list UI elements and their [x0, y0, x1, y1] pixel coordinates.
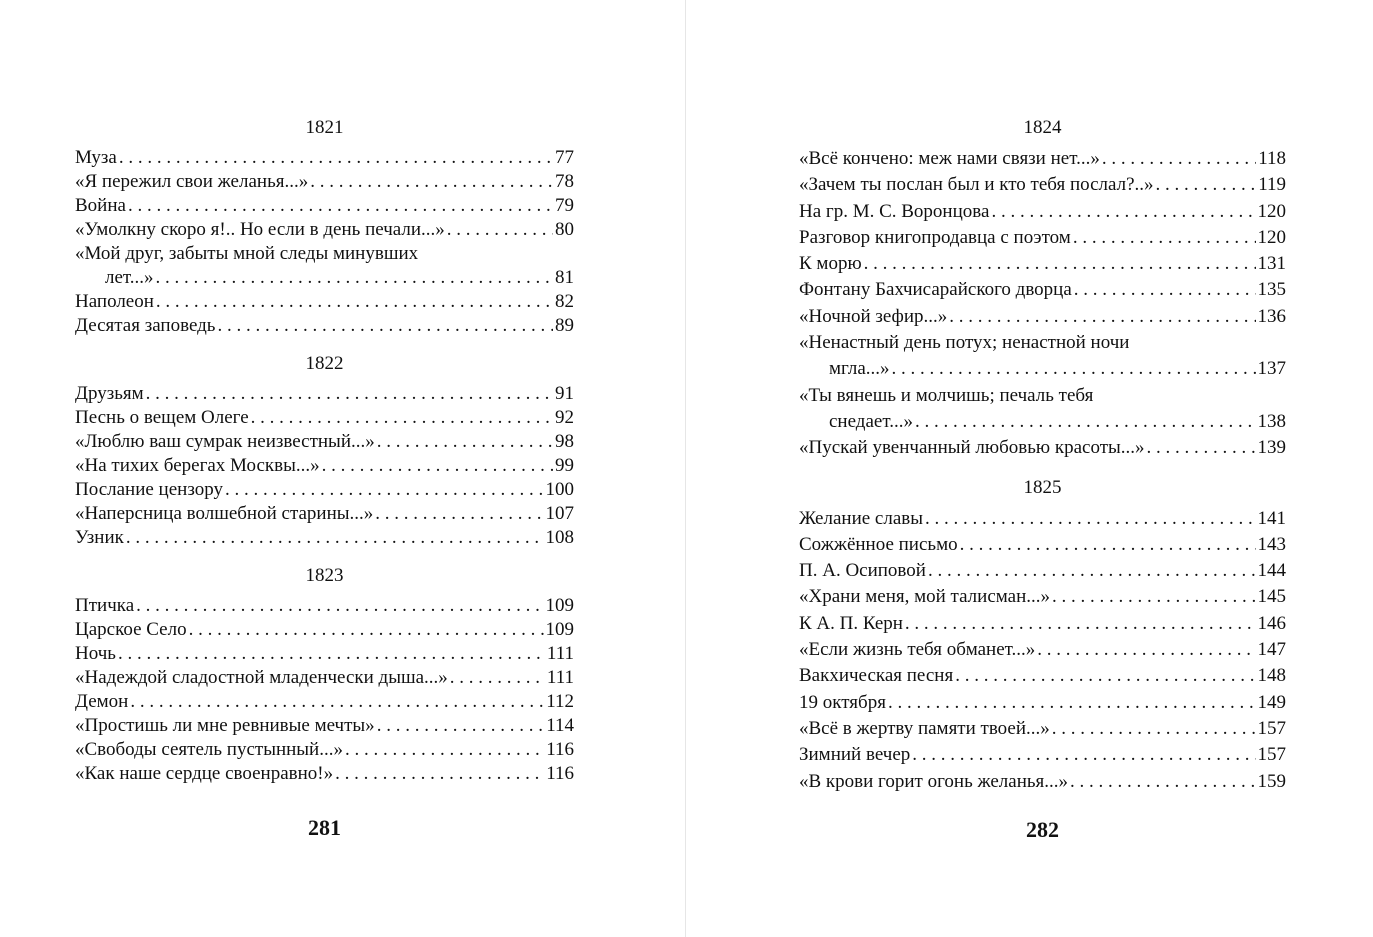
entry-page: 100 [545, 479, 574, 500]
entry-title: «Зачем ты послан был и кто тебя послал?..» [799, 174, 1154, 196]
entry-page: 79 [555, 195, 574, 216]
entry-page: 108 [545, 527, 574, 548]
dot-leader [955, 663, 1255, 689]
left-page [0, 0, 685, 937]
toc-entry [75, 666, 574, 690]
dot-leader [128, 194, 553, 218]
entry-title: «Я пережил свои желанья...» [75, 171, 309, 192]
toc-entry [799, 637, 1286, 663]
entry-page: 120 [1257, 226, 1286, 248]
entry-page: 98 [555, 431, 574, 452]
entry-page: 81 [555, 267, 574, 288]
dot-leader [375, 502, 543, 526]
toc-entry [75, 642, 574, 666]
toc-entry [75, 690, 574, 714]
left-page-number: 281 [308, 815, 341, 840]
entry-page: 111 [546, 667, 574, 688]
entry-title: Десятая заповедь [75, 315, 216, 336]
entry-page: 116 [546, 739, 574, 760]
entry-title: Птичка [75, 595, 135, 616]
toc-entry [75, 478, 574, 502]
entry-page: 149 [1257, 691, 1286, 713]
section-year: 1824 [1023, 117, 1062, 138]
entry-page: 148 [1257, 665, 1286, 687]
entry-page: 159 [1257, 770, 1286, 792]
entry-page: 107 [545, 503, 574, 524]
toc-entry [75, 170, 574, 194]
toc-entry [799, 225, 1286, 251]
entry-page: 78 [555, 171, 574, 192]
entry-title: Послание цензору [75, 479, 223, 500]
toc-entry [75, 594, 574, 618]
toc-entry [799, 558, 1286, 584]
toc-entry [799, 690, 1286, 716]
toc-entry [75, 430, 574, 454]
toc-entry [799, 277, 1286, 303]
entry-page: 145 [1257, 586, 1286, 608]
entry-continuation-line [799, 409, 1286, 435]
dot-leader [991, 199, 1255, 225]
section-year: 1825 [1023, 476, 1062, 498]
toc-entry [75, 454, 574, 478]
entry-continuation-line [75, 266, 574, 290]
entry-title: На гр. М. С. Воронцова [799, 200, 990, 222]
entry-title: «Наперсница волшебной старины...» [75, 503, 374, 524]
entry-title: Демон [75, 691, 129, 712]
toc-entry [75, 242, 574, 290]
toc-entry [75, 738, 574, 762]
dot-leader [130, 690, 544, 714]
left-toc [75, 117, 574, 786]
toc-entries [799, 506, 1286, 795]
entry-title: «Свободы сеятель пустынный...» [75, 739, 343, 760]
entry-title: Ночь [75, 643, 116, 664]
dot-leader [912, 742, 1255, 768]
entry-title: Зимний вечер [799, 744, 911, 766]
entry-page: 131 [1257, 253, 1286, 275]
dot-leader [1073, 225, 1256, 251]
entry-title: «Ненастный день потух; ненастной ночи [799, 332, 1130, 354]
dot-leader [251, 406, 553, 430]
dot-leader [888, 690, 1256, 716]
entry-page: 109 [545, 619, 574, 640]
toc-entry [75, 382, 574, 406]
dot-leader [949, 304, 1255, 330]
dot-leader [1102, 146, 1256, 172]
dot-leader [217, 314, 553, 338]
entry-title: «На тихих берегах Москвы...» [75, 455, 320, 476]
dot-leader [1052, 716, 1256, 742]
toc-entry [799, 251, 1286, 277]
entry-title: Песнь о вещем Олеге [75, 407, 249, 428]
dot-leader [905, 611, 1256, 637]
toc-entry [799, 199, 1286, 225]
toc-section [75, 565, 574, 786]
entry-page: 138 [1257, 410, 1286, 432]
dot-leader [1052, 584, 1255, 610]
entry-page: 91 [555, 383, 574, 404]
dot-leader [1147, 435, 1256, 461]
entry-title: «Надеждой сладостной младенчески дыша...» [75, 667, 448, 688]
entry-title: «Ночной зефир...» [799, 305, 948, 327]
entry-page: 141 [1257, 507, 1286, 529]
entry-page: 157 [1257, 744, 1286, 766]
dot-leader [928, 558, 1256, 584]
entry-title: «В крови горит огонь желанья...» [799, 770, 1069, 792]
entry-page: 99 [555, 455, 574, 476]
entry-title: Узник [75, 527, 124, 548]
dot-leader [156, 266, 553, 290]
toc-section [75, 353, 574, 550]
dot-leader [915, 409, 1256, 435]
toc-entry [799, 742, 1286, 768]
section-year: 1822 [305, 353, 344, 374]
toc-entry [799, 769, 1286, 795]
dot-leader [126, 526, 544, 550]
dot-leader [925, 506, 1255, 532]
entry-page: 146 [1257, 612, 1286, 634]
entry-title: «Всё кончено: меж нами связи нет...» [799, 148, 1100, 169]
toc-entry [799, 584, 1286, 610]
dot-leader [118, 642, 545, 666]
dot-leader [310, 170, 553, 194]
entry-title: «Как наше сердце своенравно!» [75, 763, 334, 784]
entry-page: 114 [546, 715, 574, 736]
entry-page: 119 [1258, 174, 1286, 196]
entry-page: 136 [1257, 305, 1286, 327]
dot-leader [377, 430, 553, 454]
toc-entries [799, 146, 1286, 462]
entry-page: 144 [1257, 560, 1286, 582]
entry-page: 80 [555, 219, 574, 240]
section-year: 1821 [305, 117, 344, 138]
dot-leader [960, 532, 1256, 558]
toc-entry [799, 383, 1286, 436]
toc-entry [75, 194, 574, 218]
entry-title: «Простишь ли мне ревнивые мечты» [75, 715, 375, 736]
dot-leader [447, 218, 553, 242]
toc-entry [799, 172, 1286, 198]
entry-page: 92 [555, 407, 574, 428]
entry-page: 120 [1257, 200, 1286, 222]
dot-leader [189, 618, 544, 642]
entry-page: 157 [1257, 717, 1286, 739]
entry-title: Муза [75, 147, 117, 168]
entry-page: 116 [546, 763, 574, 784]
entry-title: Сожжённое письмо [799, 533, 958, 555]
dot-leader [345, 738, 544, 762]
dot-leader [322, 454, 553, 478]
toc-section [799, 117, 1286, 462]
entry-title: К морю [799, 253, 862, 275]
dot-leader [119, 146, 553, 170]
entry-title: «Умолкну скоро я!.. Но если в день печали...» [75, 219, 445, 240]
toc-entry [799, 304, 1286, 330]
entry-title: Вакхическая песня [799, 665, 954, 687]
toc-entry [75, 526, 574, 550]
entry-title-continued: лет...» [105, 267, 154, 288]
entry-title: «Мой друг, забыты мной следы минувших [75, 243, 419, 264]
entry-page: 139 [1257, 437, 1286, 459]
dot-leader [1074, 277, 1256, 303]
right-page-number: 282 [1026, 817, 1059, 842]
dot-leader [1156, 172, 1257, 198]
toc-entries [75, 382, 574, 550]
toc-entry [75, 762, 574, 786]
toc-entry [799, 330, 1286, 383]
entry-page: 111 [546, 643, 574, 664]
toc-entry [799, 532, 1286, 558]
toc-entry [75, 502, 574, 526]
entry-title: «Люблю ваш сумрак неизвестный...» [75, 431, 375, 452]
toc-entry [799, 716, 1286, 742]
entry-title-continued: мгла...» [829, 358, 890, 380]
dot-leader [892, 356, 1256, 382]
entry-title: Друзьям [75, 383, 144, 404]
entry-continuation-line [799, 356, 1286, 382]
entry-title: Наполеон [75, 291, 154, 312]
dot-leader [156, 290, 553, 314]
entry-title: Разговор книгопродавца с поэтом [799, 226, 1071, 248]
toc-entry [75, 146, 574, 170]
entry-page: 143 [1257, 533, 1286, 555]
entry-page: 118 [1258, 148, 1286, 169]
toc-entry [799, 435, 1286, 461]
toc-entry [799, 146, 1286, 172]
entry-page: 77 [555, 147, 574, 168]
dot-leader [335, 762, 544, 786]
entry-title: Царское Село [75, 619, 187, 640]
dot-leader [136, 594, 543, 618]
toc-entry [75, 618, 574, 642]
toc-entries [75, 146, 574, 338]
toc-entry [75, 290, 574, 314]
dot-leader [377, 714, 545, 738]
right-toc [799, 117, 1286, 795]
dot-leader [1070, 769, 1255, 795]
dot-leader [864, 251, 1256, 277]
entry-title: «Если жизнь тебя обманет...» [799, 639, 1036, 661]
dot-leader [146, 382, 553, 406]
entry-page: 137 [1257, 358, 1286, 380]
toc-entry [799, 611, 1286, 637]
entry-title: К А. П. Керн [799, 612, 903, 634]
toc-entry [75, 314, 574, 338]
toc-section [75, 117, 574, 338]
entry-title: Фонтану Бахчисарайского дворца [799, 279, 1072, 301]
toc-entry [799, 506, 1286, 532]
toc-entries [75, 594, 574, 786]
entry-title: П. А. Осиповой [799, 560, 926, 582]
toc-entry [75, 406, 574, 430]
entry-page: 135 [1257, 279, 1286, 301]
entry-title: «Ты вянешь и молчишь; печаль тебя [799, 384, 1094, 406]
toc-section [799, 477, 1286, 795]
entry-page: 112 [546, 691, 574, 712]
section-year: 1823 [305, 565, 344, 586]
entry-page: 89 [555, 315, 574, 336]
dot-leader [225, 478, 544, 502]
dot-leader [450, 666, 545, 690]
toc-entry [75, 714, 574, 738]
toc-entry [799, 663, 1286, 689]
entry-title: 19 октября [799, 691, 886, 713]
entry-title: «Храни меня, мой талисман...» [799, 586, 1051, 608]
dot-leader [1037, 637, 1255, 663]
entry-page: 147 [1257, 639, 1286, 661]
entry-title-continued: снедает...» [829, 410, 913, 432]
toc-entry [75, 218, 574, 242]
entry-title: «Пускай увенчанный любовью красоты...» [799, 437, 1145, 459]
right-page [686, 0, 1373, 937]
entry-title: Война [75, 195, 126, 216]
entry-title: «Всё в жертву памяти твоей...» [799, 717, 1050, 739]
entry-title: Желание славы [799, 507, 924, 529]
entry-page: 109 [545, 595, 574, 616]
entry-page: 82 [555, 291, 574, 312]
